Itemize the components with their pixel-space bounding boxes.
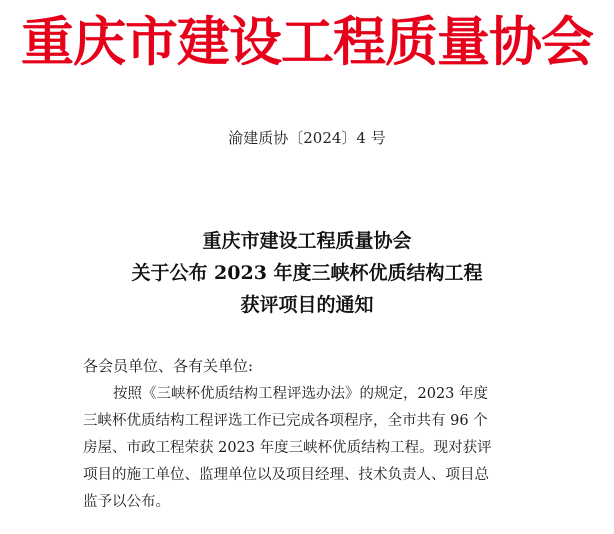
body-line: 项目的施工单位、监理单位以及项目经理、技术负责人、项目总 xyxy=(83,467,489,483)
body-paragraph xyxy=(83,381,553,516)
body-line: 监予以公布。 xyxy=(83,494,170,510)
body-line: 房屋、市政工程荣获 2023 年度三峡杯优质结构工程。现对获评 xyxy=(83,440,492,456)
masthead-organization-title: 重庆市建设工程质量协会 xyxy=(21,11,593,73)
title-line-subject: 关于公布 2023 年度三峡杯优质结构工程 xyxy=(131,262,483,284)
title-line-organization: 重庆市建设工程质量协会 xyxy=(202,230,412,252)
body-line: 三峡杯优质结构工程评选工作已完成各项程序，全市共有 96 个 xyxy=(83,413,488,429)
title-line-notice: 获评项目的通知 xyxy=(240,294,374,316)
salutation: 各会员单位、各有关单位: xyxy=(83,357,254,375)
notice-title xyxy=(0,225,614,321)
document-number: 渝建质协〔2024〕4 号 xyxy=(228,129,386,147)
body-line: 按照《三峡杯优质结构工程评选办法》的规定，2023 年度 xyxy=(113,386,489,402)
